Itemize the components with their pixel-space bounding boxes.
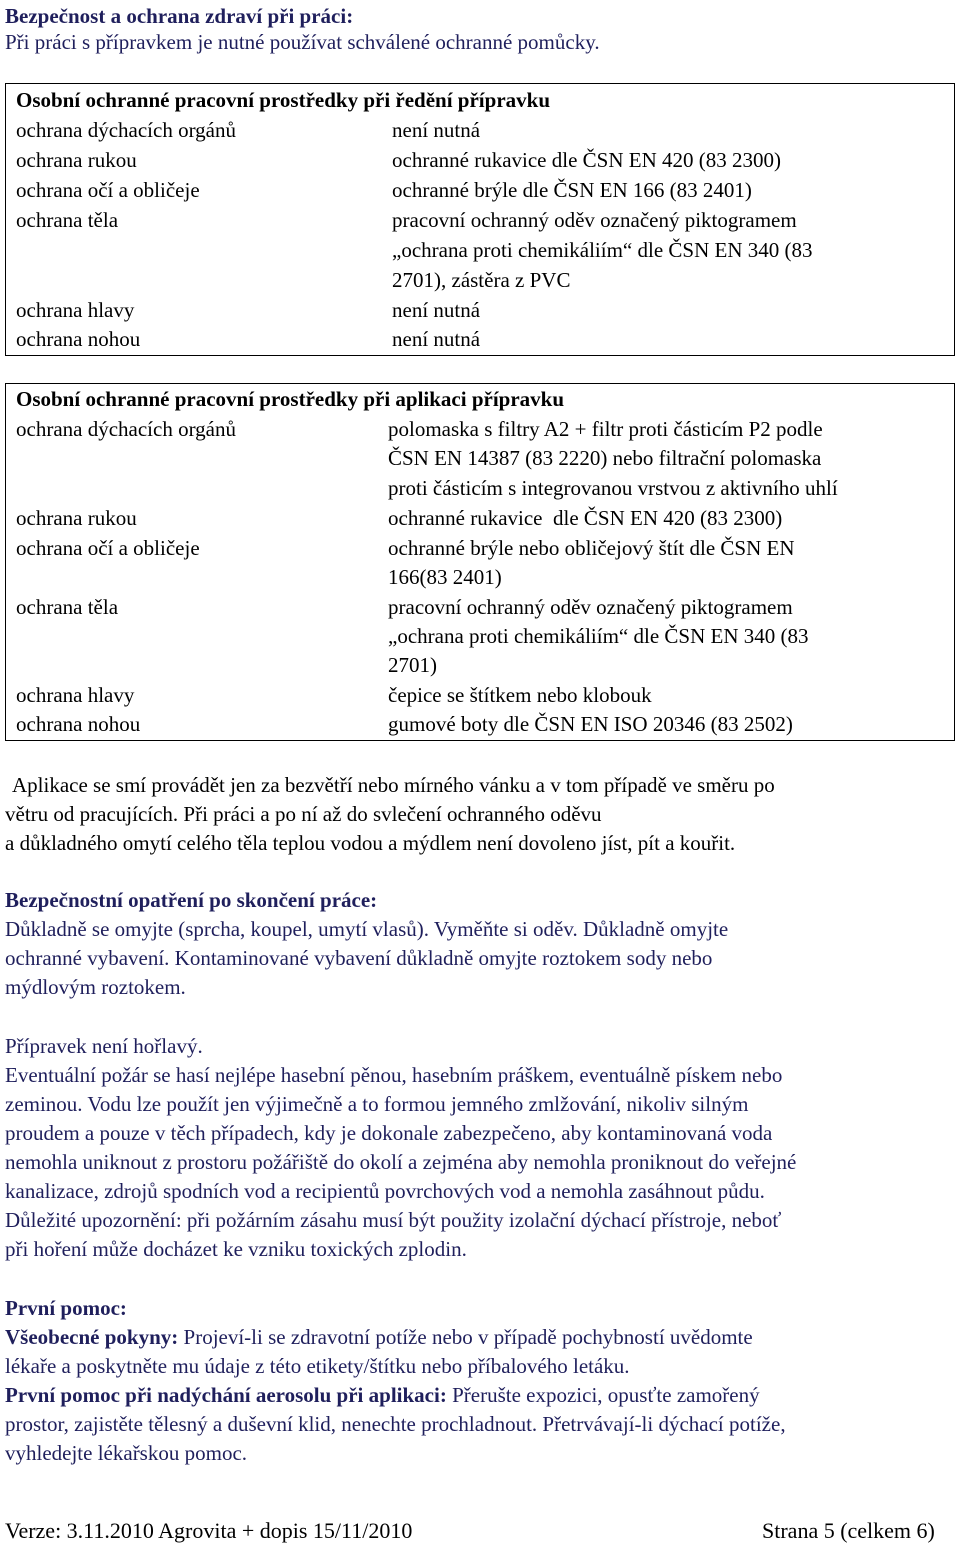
ppe-application-table	[5, 383, 955, 741]
ppe-dilution-table	[5, 83, 955, 356]
first-aid-general-label: Všeobecné pokyny:	[5, 1325, 179, 1349]
row-value-respiratory: proti částicím s integrovanou vrstvou z aktivního uhlí	[388, 476, 838, 500]
first-aid-general	[5, 1325, 753, 1350]
first-aid-inhalation-line: prostor, zajistěte tělesný a duševní klid, nenechte prochladnout. Přetrvávají-li dýchací potíže,	[5, 1412, 786, 1436]
footer-version: Verze: 3.11.2010 Agrovita + dopis 15/11/2010	[5, 1518, 413, 1543]
first-aid-inhalation-label: První pomoc při nadýchání aerosolu při aplikaci:	[5, 1383, 447, 1407]
row-value-respiratory: není nutná	[392, 118, 481, 142]
footer-page-number: Strana 5 (celkem 6)	[762, 1518, 935, 1543]
fire-line: kanalizace, zdrojů spodních vod a recipientů povrchových vod a nemohla zasáhnout půdu.	[5, 1179, 765, 1203]
fire-line: Přípravek není hořlavý.	[5, 1034, 203, 1058]
application-note-line: a důkladného omytí celého těla teplou vodou a mýdlem není dovoleno jíst, pít a kouřit.	[5, 831, 736, 855]
row-value-body: pracovní ochranný oděv označený piktogramem	[392, 208, 797, 232]
row-value-respiratory: polomaska s filtry A2 + filtr proti částicím P2 podle	[388, 417, 823, 441]
row-label-hands: ochrana rukou	[16, 148, 137, 172]
row-value-body: „ochrana proti chemikáliím“ dle ČSN EN 340 (83	[388, 624, 809, 648]
row-label-respiratory: ochrana dýchacích orgánů	[16, 118, 237, 142]
row-value-respiratory: ČSN EN 14387 (83 2220) nebo filtrační polomaska	[388, 446, 822, 470]
row-label-hands: ochrana rukou	[16, 506, 137, 530]
safety-heading: Bezpečnost a ochrana zdraví při práci:	[5, 4, 354, 28]
fire-line: proudem a pouze v těch případech, kdy je dokonale zabezpečeno, aby kontaminovaná voda	[5, 1121, 773, 1145]
row-value-body: pracovní ochranný oděv označený piktogramem	[388, 595, 793, 619]
row-value-head: čepice se štítkem nebo klobouk	[388, 683, 652, 707]
fire-line: při hoření může docházet ke vzniku toxických zplodin.	[5, 1237, 467, 1261]
first-aid-inhalation-text: Přerušte expozici, opusťte zamořený	[446, 1383, 760, 1407]
row-label-feet: ochrana nohou	[16, 712, 141, 736]
after-work-line: mýdlovým roztokem.	[5, 975, 186, 999]
row-label-respiratory: ochrana dýchacích orgánů	[16, 417, 237, 441]
row-value-hands: ochranné rukavice dle ČSN EN 420 (83 2300)	[392, 148, 781, 172]
fire-line: Eventuální požár se hasí nejlépe hasební pěnou, hasebním práškem, eventuálně pískem nebo	[5, 1063, 783, 1087]
application-note-line: Aplikace se smí provádět jen za bezvětří nebo mírného vánku a v tom případě ve směru po	[12, 773, 775, 797]
row-label-eyes: ochrana očí a obličeje	[16, 536, 200, 560]
row-value-body: 2701)	[388, 653, 437, 677]
application-note-line: větru od pracujících. Při práci a po ní až do svlečení ochranného oděvu	[5, 802, 602, 826]
row-value-eyes: ochranné brýle dle ČSN EN 166 (83 2401)	[392, 178, 752, 202]
row-label-head: ochrana hlavy	[16, 298, 135, 322]
row-label-eyes: ochrana očí a obličeje	[16, 178, 200, 202]
table-title: Osobní ochranné pracovní prostředky při ředění přípravku	[16, 88, 551, 112]
first-aid-heading: První pomoc:	[5, 1296, 127, 1320]
fire-line: zeminou. Vodu lze použít jen výjimečně a to formou jemného zmlžování, nikoliv silným	[5, 1092, 749, 1116]
table-title: Osobní ochranné pracovní prostředky při aplikaci přípravku	[16, 387, 565, 411]
after-work-line: Důkladně se omyjte (sprcha, koupel, umytí vlasů). Vyměňte si oděv. Důkladně omyjte	[5, 917, 729, 941]
row-label-body: ochrana těla	[16, 595, 119, 619]
row-value-body: 2701), zástěra z PVC	[392, 268, 571, 292]
row-value-hands: ochranné rukavice dle ČSN EN 420 (83 2300)	[388, 506, 783, 530]
first-aid-general-text: Projeví-li se zdravotní potíže nebo v případě pochybností uvědomte	[178, 1325, 753, 1349]
after-work-line: ochranné vybavení. Kontaminované vybavení důkladně omyjte roztokem sody nebo	[5, 946, 713, 970]
row-label-head: ochrana hlavy	[16, 683, 135, 707]
safety-intro: Při práci s přípravkem je nutné používat schválené ochranné pomůcky.	[5, 30, 600, 54]
first-aid-inhalation-line: vyhledejte lékařskou pomoc.	[5, 1441, 248, 1465]
row-value-eyes: ochranné brýle nebo obličejový štít dle ČSN EN	[388, 536, 795, 560]
row-label-feet: ochrana nohou	[16, 327, 141, 351]
after-work-heading: Bezpečnostní opatření po skončení práce:	[5, 888, 378, 912]
first-aid-general-line: lékaře a poskytněte mu údaje z této etikety/štítku nebo příbalového letáku.	[5, 1354, 630, 1378]
row-value-head: není nutná	[392, 298, 481, 322]
fire-line: nemohla uniknout z prostoru požářiště do okolí a zejména aby nemohla proniknout do veřejné	[5, 1150, 797, 1174]
row-value-body: „ochrana proti chemikáliím“ dle ČSN EN 340 (83	[392, 238, 813, 262]
row-value-eyes: 166(83 2401)	[388, 565, 502, 589]
fire-line: Důležité upozornění: při požárním zásahu musí být použity izolační dýchací přístroje, neboť	[5, 1208, 782, 1232]
first-aid-inhalation	[5, 1383, 760, 1408]
row-value-feet: není nutná	[392, 327, 481, 351]
row-label-body: ochrana těla	[16, 208, 119, 232]
row-value-feet: gumové boty dle ČSN EN ISO 20346 (83 2502)	[388, 712, 793, 736]
